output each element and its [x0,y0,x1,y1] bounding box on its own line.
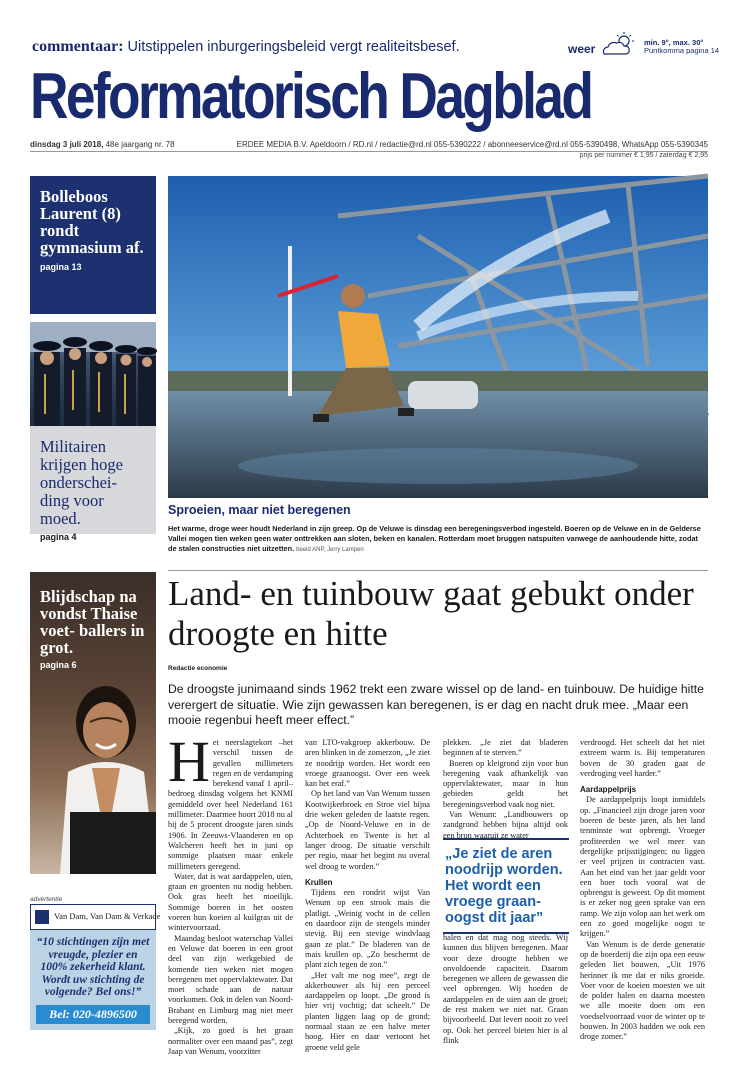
weather-label: weer [568,42,596,56]
info-line [30,140,708,152]
teaser-commentary[interactable] [32,38,460,56]
article-column-2 [305,738,430,1052]
advert-company: Van Dam, Van Dam & Verkade [53,910,161,921]
teaser-page: pagina 4 [40,532,77,542]
paragraph: Boeren op kleigrond zijn voor hun beregening vaak afhankelijk van oppervlaktewater, maar in hun gebieden geldt het beregeningsverbod vaak nog niet. [443,758,568,809]
advert-header[interactable] [30,904,161,930]
paragraph: et neerslagtekort –het verschil tussen de gevallen millimeters regen en de verdamping berekend vanaf 1 april– bedroeg dinsdag volgens het KNMI gemiddeld over heel Nederland 161 millimeter. Daarmee hoort 2018 nu al bij de 5 procent droogste jaren sinds 1906. In Zeeuws-Vlaanderen en op Walcheren heeft het in juni op sommige plaatsen maar enkele millimeters geregend. [168,738,293,871]
paragraph: Tijdens een rondrit wijst Van Wenum op een strook mais die platligt. „Weinig vocht in de cellen en daardoor zijn de stengels minder stevig. Bij een stevige windvlaag gaan ze plat.” De bladeren van de mais krullen op. „Zo beschermt de plant zich tegen de zon.” [305,888,430,970]
article-column-1 [168,729,293,1056]
photo-title[interactable]: Sproeien, maar niet beregenen [168,503,351,517]
paragraph: De aardappelprijs loopt inmiddels op. „Financieel zijn droge jaren voor boeren de beste jaren, als het land tenminste wat opbrengt. Vroeger profiteerden we wel meer van dergelijke prijsstijgingen; nu liggen er veel prijzen in contracten vast. Aan het eind van het jaar geldt voor een boer toch vooral wat de opbrengst is geweest. Op dit moment is er zeker nog geen sprake van een ramp. We zijn volop aan het werk om een zo goed mogelijke oogst te krijgen.” [580,795,705,939]
teaser-box-laurent[interactable] [30,176,156,314]
teaser-headline: Militairen krijgen hoge onderschei- ding voor moed. [40,437,123,528]
paragraph: Water, dat is wat aardappelen, uien, graan en groenten nu nodig hebben. Ook gras heeft het moeilijk. Sommige boeren in het oosten voeren hun koeien al kuilgras uit de wintervoorraad. [168,871,293,933]
sun-cloud-icon [598,32,640,58]
advert-quote: “10 stichtingen zijn met vreugde, plezier en 100% zekerheid klant. Wordt uw stichting de volgende? Bel ons!” [36,936,150,998]
weather-text [644,39,719,55]
divider [168,570,708,571]
price-info: prijs per nummer € 1,95 / zaterdag € 2,95 [579,152,708,159]
teaser-page: pagina 13 [40,262,82,272]
paragraph: van LTO-vakgroep akkerbouw. De aren blinken in de zomerzon, „Je ziet ze noodrijp worden. Het wordt een vroege graanoogst. Over een week kan het eraf.” [305,738,430,789]
teaser-label: commentaar: [32,38,124,55]
advert-box[interactable] [30,930,156,1030]
paragraph: Van Wenum is de derde generatie op de boerderij die zijn opa een eeuw geleden liet bouwen. „Uit 1976 herinner ik me dat er niks groeide. Voer voor de koeien moesten we uit de polder halen en daarna moesten we alle moeite doen om een voedselvoorraad voor de winter op te bouwen. In 2003 hadden we ook een droge zomer.” [580,939,705,1042]
paragraph: „Kijk, zo goed is het graan normaliter over een maand pas”, zegt Jaap van Wenum, voorzitter [168,1026,293,1056]
subheading: Aardappelprijs [580,785,637,795]
paragraph: Maandag besloot waterschap Vallei en Veluwe dat boeren in een groot deel van zijn werkgebied de komende tien weken niet mogen beregenen met oppervlaktewater. Dat moet schade aan de natuur voorkomen. Ook in delen van Noord-Brabant en Limburg mag niet meer beregend worden. [168,933,293,1026]
weather-box [568,32,720,60]
paragraph: halen en dat mag nog steeds. Wij kunnen dus blijven beregenen. Maar voor deze droogte hebben we onvoldoende capaciteit. Daarom beregenen we alleen de gewassen die veel opbrengen. Wij hoeden de aardappelen en de uien aan de groei; de rest maken we niet nat. Graan bijvoorbeeld. Dat levert nooit zo veel op. Ook het perceel bieten hier is al flink [443,932,568,1045]
article-headline[interactable]: Land- en tuinbouw gaat gebukt onder droogte en hitte [168,574,694,653]
photo-credit: beeld ANP, Jerry Lampen [296,547,364,553]
paragraph: plekken. „Je ziet dat bladeren beginnen af te sterven.” [443,738,568,758]
drop-cap: H [168,729,210,794]
teaser-box-thaise-voetballers[interactable] [30,572,156,874]
subheading: Krullen [305,877,333,887]
paragraph: Op het land van Van Wenum tussen Kootwijkerbroek en Stroe viel bijna drie weken geleden de laatste regen. „Op de Noord-Veluwe en in de Achterhoek en Twente is het al langer droog. De situatie verschilt per regio, maar het begint nu overal wel droog te worden.” [305,789,430,871]
company-logo-icon [35,910,49,924]
main-photo[interactable] [168,176,708,498]
article-byline: Redactie economie [168,665,228,672]
teaser-box-militairen[interactable] [30,426,156,542]
weather-ref: Puntkomma pagina 14 [644,46,720,55]
teaser-headline: Blijdschap na vondst Thaise voet- ballers in grot. [40,587,145,657]
paragraph: verdroogd. Het scheelt dat het niet extreem warm is. Bij temperaturen boven de 30 graden gaat de verdroging veel harder.” [580,738,705,778]
article-intro: De droogste junimaand sinds 1962 trekt een zware wissel op de land- en tuinbouw. De huidige hitte verergert de situatie. Wie zijn gewassen kan beregenen, is er dag en nacht druk mee. „Maar een mooie regenbui heeft meer effect.” [168,682,704,727]
article-column-4 [580,738,705,1042]
teaser-page: pagina 6 [40,660,77,670]
paragraph: „Het valt me nog mee”, zegt de akkerbouwer als hij een perceel aardappelen op loopt. „De grond is hier vrij vochtig; dat scheelt.” De planten liggen laag op de grond; normaal staan ze een halve meter hoog. Hier en daar vertoont het groene veld gele [305,970,430,1052]
masthead-title[interactable]: Reformatorisch Dagblad [30,59,592,132]
advert-phone[interactable]: Bel: 020-4896500 [36,1005,150,1024]
issue-date: dinsdag 3 juli 2018, [30,140,104,149]
contact-info: ERDEE MEDIA B.V. Apeldoorn / RD.nl / redactie@rd.nl 055-5390222 / abonneeservice@rd.nl 055-5390498, WhatsApp 055-5390345 [236,140,708,149]
teaser-headline: Bolleboos Laurent (8) rondt gymnasium af. [40,187,144,257]
issue-edition: 48e jaargang nr. 78 [105,140,175,149]
soldiers-photo [30,322,156,426]
pull-quote: „Je ziet de aren noodrijp worden. Het wordt een vroege graan- oogst dit jaar” [443,838,569,934]
weather-temp: min. 9°, max. 30° [644,38,704,47]
teaser-text: Uitstippelen inburgeringsbeleid vergt realiteitsbesef. [127,39,460,55]
photo-caption [168,524,708,555]
photo-caption-text: Het warme, droge weer houdt Nederland in zijn greep. Op de Veluwe is dinsdag een beregeningsverbod ingesteld. Boeren op de Veluwe en in de Gelderse Vallei mogen tien weken geen water onttrekken aan sloten, beken en kanalen. Rotterdam moet bruggen natspuiten vanwege de aanhoudende hitte, zodat de stalen constructies niet uitzetten. [168,524,701,553]
paragraph: Van Wenum: „Landbouwers op zandgrond hebben bijna altijd ook een bron waaruit ze water [443,810,568,840]
advert-tag: advertentie [30,896,63,903]
